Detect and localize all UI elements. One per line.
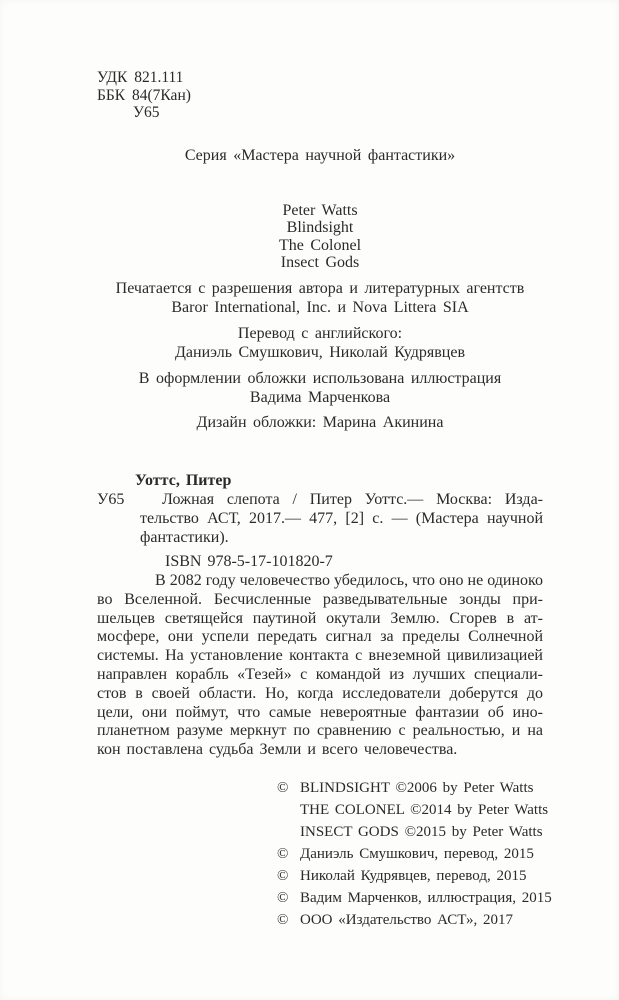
copyright-symbol: © bbox=[277, 780, 289, 796]
annotation-line: планетном разуме меркнут по сравнению с реальностью, и на bbox=[97, 722, 543, 740]
permission-notice bbox=[97, 280, 543, 317]
original-title-1: Blindsight bbox=[286, 219, 354, 237]
bibliographic-codes bbox=[97, 69, 191, 122]
annotation-line: шельцев светящейся паутиной окутали Землю. Сгорев в ат- bbox=[97, 609, 543, 627]
cover-design-credit: Дизайн обложки: Марина Акинина bbox=[196, 414, 444, 431]
original-author: Peter Watts bbox=[282, 202, 358, 219]
annotation-line: направлен корабль «Тезей» с командой из лучших специали- bbox=[97, 665, 543, 683]
annotation-line: цели, они поймут, что самые невероятные фантазии об ино- bbox=[97, 703, 543, 721]
catalog-card bbox=[97, 471, 543, 571]
permission-line-1: Печатается с разрешения автора и литературных агентств bbox=[115, 280, 525, 297]
annotation-line: во Вселенной. Бесчисленные разведывательные зонды при- bbox=[97, 590, 543, 608]
copyright-text: Даниэль Смушкович, перевод, 2015 bbox=[300, 846, 534, 862]
annotation-line: мосфере, они успели передать сигнал за пределы Солнечной bbox=[97, 628, 543, 646]
catalog-entry-line: тельство АСТ, 2017.— 477, [2] с. — (Мастера научной bbox=[140, 510, 543, 527]
annotation-line: стов в своей области. Но, когда исследователи доберутся до bbox=[97, 684, 543, 702]
catalog-entry-line: Ложная слепота / Питер Уоттс.— Москва: Изда- bbox=[162, 491, 543, 508]
copyright-row bbox=[277, 821, 552, 843]
udc-code: УДК 821.111 bbox=[97, 69, 184, 86]
permission-line-2: Baror International, Inc. и Nova Littera SIA bbox=[171, 298, 469, 316]
copyright-row bbox=[277, 887, 552, 909]
copyright-symbol: © bbox=[277, 868, 289, 884]
translation-line-2: Даниэль Смушкович, Николай Кудрявцев bbox=[175, 343, 465, 361]
copyright-symbol bbox=[277, 799, 300, 821]
copyright-symbol: © bbox=[277, 890, 289, 906]
illustration-line-2: Вадима Марченкова bbox=[249, 388, 391, 406]
annotation-line: кон поставлена судьба Земли и всего человечества. bbox=[97, 741, 458, 759]
series-title: Серия «Мастера научной фантастики» bbox=[184, 147, 456, 164]
annotation-line: системы. На установление контакта с внеземной цивилизацией bbox=[97, 647, 543, 665]
copyright-row bbox=[277, 777, 552, 799]
copyright-symbol bbox=[277, 821, 300, 843]
copyright-text: BLINDSIGHT ©2006 by Peter Watts bbox=[300, 780, 534, 796]
copyright-row bbox=[277, 909, 552, 931]
illustration-line-1: В оформлении обложки использована иллюстрация bbox=[138, 370, 502, 387]
copyright-text: Вадим Марченков, иллюстрация, 2015 bbox=[300, 890, 552, 906]
copyright-symbol: © bbox=[277, 912, 289, 928]
copyright-row bbox=[277, 865, 552, 887]
catalog-author-heading: Уоттс, Питер bbox=[135, 472, 232, 489]
catalog-author-code: У65 bbox=[97, 491, 125, 508]
original-title-3: Insect Gods bbox=[280, 253, 360, 271]
copyright-text: THE COLONEL ©2014 by Peter Watts bbox=[300, 802, 549, 818]
copyright-text: Николай Кудрявцев, перевод, 2015 bbox=[300, 868, 527, 884]
translation-credit bbox=[97, 325, 543, 362]
catalog-entry bbox=[97, 490, 543, 547]
bbk-code: ББК 84(7Кан) bbox=[97, 86, 191, 104]
original-titles bbox=[97, 202, 543, 271]
copyright-notices bbox=[277, 777, 552, 931]
copyright-symbol: © bbox=[277, 846, 289, 862]
catalog-entry-line: фантастики). bbox=[140, 529, 229, 546]
translation-line-1: Перевод с английского: bbox=[237, 325, 403, 342]
annotation-line: В 2082 году человечество убедилось, что оно не одиноко bbox=[155, 572, 543, 589]
cover-illustration-credit bbox=[97, 370, 543, 407]
annotation-paragraph bbox=[97, 572, 543, 760]
isbn-number: ISBN 978-5-17-101820-7 bbox=[165, 553, 333, 570]
author-sign-code: У65 bbox=[133, 104, 160, 121]
copyright-text: ООО «Издательство АСТ», 2017 bbox=[300, 912, 513, 928]
copyright-text: INSECT GODS ©2015 by Peter Watts bbox=[300, 824, 543, 840]
copyright-row bbox=[277, 799, 552, 821]
original-title-2: The Colonel bbox=[278, 236, 362, 254]
copyright-row bbox=[277, 843, 552, 865]
